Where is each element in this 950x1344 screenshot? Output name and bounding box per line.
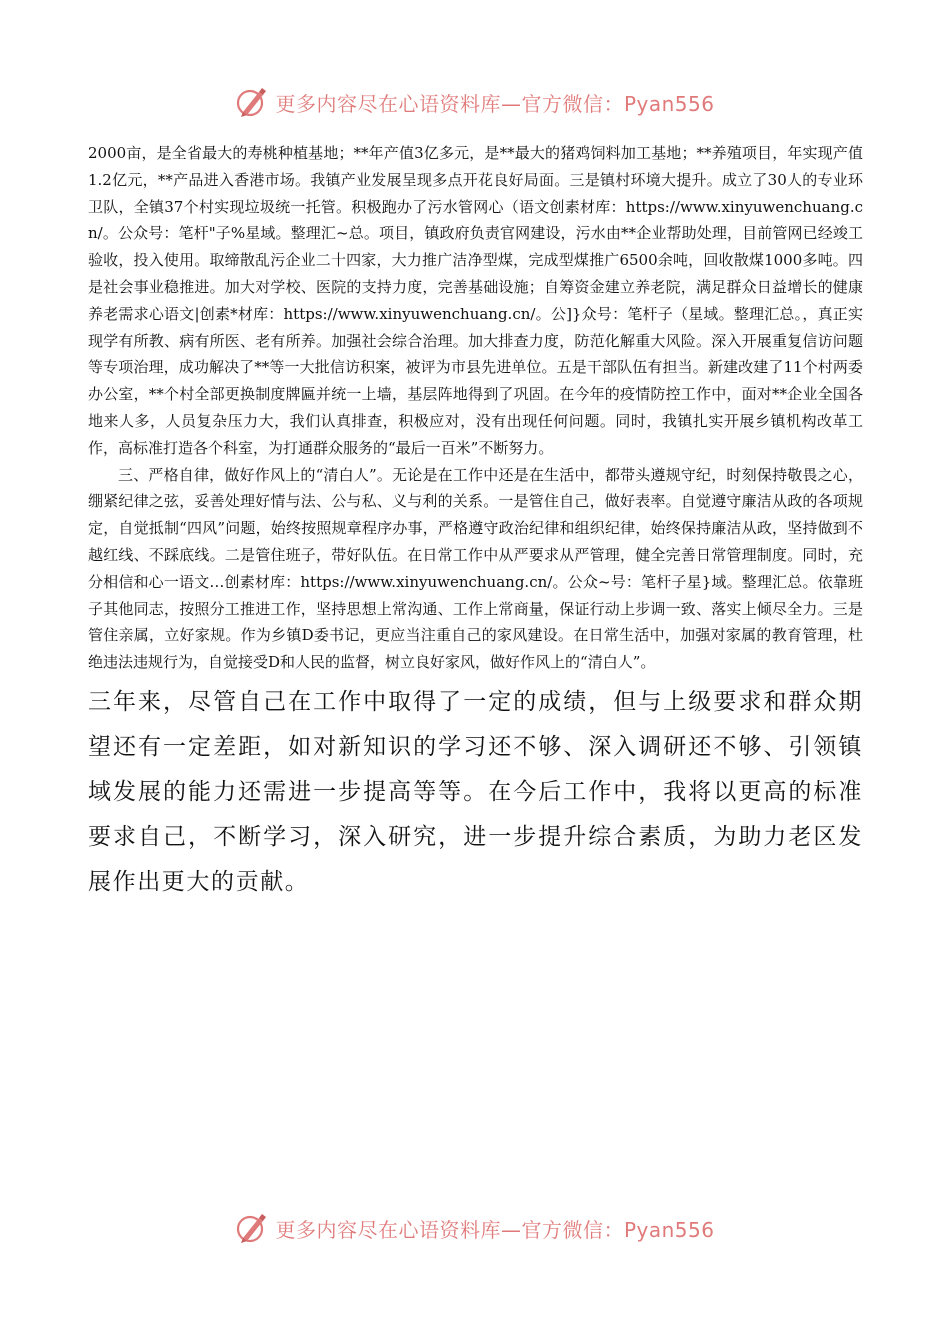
- watermark-header: [0, 82, 950, 122]
- watermark-text: 更多内容尽在心语资料库—官方微信：Pyan556: [275, 91, 715, 116]
- paragraph-conclusion: 三年来，尽管自己在工作中取得了一定的成绩，但与上级要求和群众期望还有一定差距，如对新知识的学习还不够、深入调研还不够、引领镇域发展的能力还需进一步提高等等。在今后工作中，我将以更高的标准要求自己，不断学习，深入研究，进一步提升综合素质，为助力老区发展作出更大的贡献。: [88, 688, 863, 895]
- paragraph-section-three: 三、严格自律，做好作风上的“清白人”。无论是在工作中还是在生活中，都带头遵规守纪，时刻保持敬畏之心，绷紧纪律之弦，妥善处理好情与法、公与私、义与利的关系。一是管住自己，做好表率。自觉遵守廉洁从政的各项规定，自觉抵制“四风”问题，始终按照规章程序办事，严格遵守政治纪律和组织纪律，始终保持廉洁从政，坚持做到不越红线、不踩底线。二是管住班子，带好队伍。在日常工作中从严要求从严管理，健全完善日常管理制度。同时，充分相信和心一语文…创素材库：https://www.xinyuwenchuang.cn/。公众~号：笔杆子星}域。整理汇总。依靠班子其他同志，按照分工推进工作，坚持思想上常沟通、工作上常商量，保证行动上步调一致、落实上倾尽全力。三是管住亲属，立好家规。作为乡镇D委书记，更应当注重自己的家风建设。在日常生活中，加强对家属的教育管理，杜绝违法违规行为，自觉接受D和人民的监督，树立良好家风，做好作风上的“清白人”。: [88, 465, 863, 672]
- document-body: [88, 140, 863, 905]
- pen-logo-icon: [235, 85, 269, 119]
- paragraph-continuation: 2000亩，是全省最大的寿桃种植基地；**年产值3亿多元，是**最大的猪鸡饲料加工基地；**养殖项目，年实现产值1.2亿元，**产品进入香港市场。我镇产业发展呈现多点开花良好局面。三是镇村环境大提升。成立了30人的专业环卫队，全镇37个村实现垃圾统一托管。积极跑办了污水管网心（语文创素材库：https://www.xinyuwenchuang.cn/。公众号：笔杆"子%星域。整理汇~总。项目，镇政府负责官网建设，污水由**企业帮助处理，目前管网已经竣工验收，投入使用。取缔散乱污企业二十四家，大力推广洁净型煤，完成型煤推广6500余吨，回收散煤1000多吨。四是社会事业稳推进。加大对学校、医院的支持力度，完善基础设施；自筹资金建立养老院，满足群众日益增长的健康养老需求心语文|创素*材库：https://www.xinyuwenchuang.cn/。公]}众号：笔杆子（星域。整理汇总。，真正实现学有所教、病有所医、老有所养。加强社会综合治理。加大排查力度，防范化解重大风险。深入开展重复信访问题等专项治理，成功解决了**等一大批信访积案，被评为市县先进单位。五是干部队伍有担当。新建改建了11个村两委办公室，**个村全部更换制度牌匾并统一上墙，基层阵地得到了巩固。在今年的疫情防控工作中，面对**企业全国各地来人多，人员复杂压力大，我们认真排查，积极应对，没有出现任何问题。同时，我镇扎实开展乡镇机构改革工作，高标准打造各个科室，为打通群众服务的“最后一百米”不断努力。: [88, 144, 863, 457]
- pen-logo-icon: [235, 1211, 269, 1245]
- watermark-text: 更多内容尽在心语资料库—官方微信：Pyan556: [275, 1217, 715, 1242]
- watermark-footer: [0, 1208, 950, 1248]
